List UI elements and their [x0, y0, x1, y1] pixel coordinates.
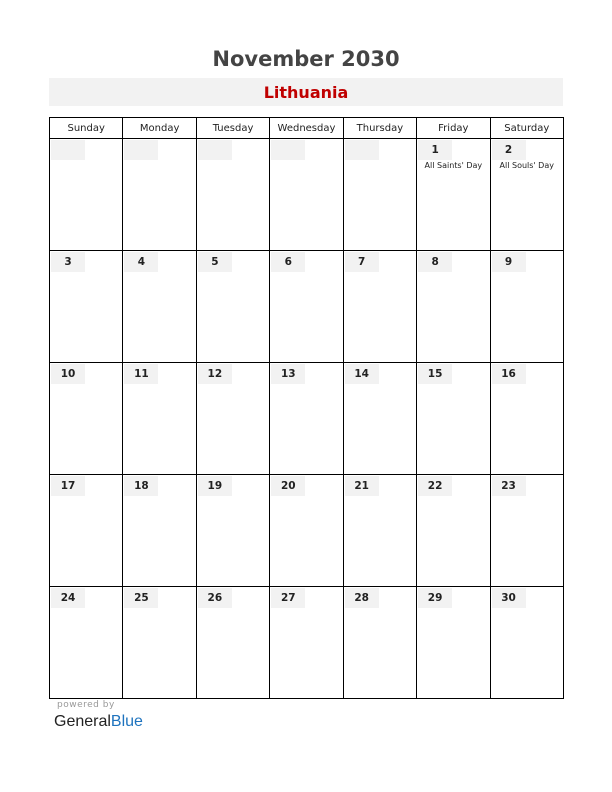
day-cell: [343, 251, 416, 363]
day-cell: [50, 587, 123, 699]
weekday-header-row: [50, 118, 564, 139]
day-cell: [343, 363, 416, 475]
day-cell: [343, 139, 416, 251]
day-cell: [417, 251, 490, 363]
day-cell: [196, 587, 269, 699]
weekday-header: Saturday: [490, 118, 563, 139]
day-cell: [490, 139, 563, 251]
day-number: [345, 140, 379, 160]
day-cell: [196, 139, 269, 251]
day-number: 18: [124, 476, 158, 496]
day-number: [51, 140, 85, 160]
country-name: Lithuania: [263, 83, 349, 102]
day-cell: [50, 139, 123, 251]
page-title: November 2030: [212, 47, 400, 71]
holiday-label: All Saints' Day: [424, 161, 483, 170]
day-number: 5: [198, 252, 232, 272]
day-cell: [417, 475, 490, 587]
week-row: [50, 251, 564, 363]
day-cell: [417, 587, 490, 699]
week-row: [50, 587, 564, 699]
weekday-header: Monday: [123, 118, 196, 139]
weekday-header: Wednesday: [270, 118, 343, 139]
day-number: 30: [492, 588, 526, 608]
day-cell: [196, 251, 269, 363]
day-cell: [417, 139, 490, 251]
day-cell: [343, 475, 416, 587]
day-cell: [50, 251, 123, 363]
brand-blue: Blue: [110, 713, 143, 730]
day-cell: [123, 587, 196, 699]
day-number: 1: [418, 140, 452, 160]
generalblue-logo: [54, 713, 143, 731]
day-cell: [196, 475, 269, 587]
day-number: 23: [492, 476, 526, 496]
day-cell: [270, 139, 343, 251]
weekday-header: Sunday: [50, 118, 123, 139]
day-number: 25: [124, 588, 158, 608]
day-cell: [50, 475, 123, 587]
day-cell: [270, 475, 343, 587]
week-row: [50, 139, 564, 251]
day-cell: [50, 363, 123, 475]
day-cell: [123, 139, 196, 251]
day-number: 21: [345, 476, 379, 496]
day-number: 13: [271, 364, 305, 384]
day-number: 26: [198, 588, 232, 608]
day-number: 2: [492, 140, 526, 160]
calendar-grid: [49, 117, 564, 699]
day-cell: [490, 363, 563, 475]
country-band: [49, 78, 563, 106]
day-number: 4: [124, 252, 158, 272]
day-cell: [417, 363, 490, 475]
day-number: 19: [198, 476, 232, 496]
day-number: [198, 140, 232, 160]
day-number: 15: [418, 364, 452, 384]
day-number: 16: [492, 364, 526, 384]
day-number: 6: [271, 252, 305, 272]
day-number: 9: [492, 252, 526, 272]
day-cell: [196, 363, 269, 475]
day-cell: [270, 363, 343, 475]
day-number: 22: [418, 476, 452, 496]
day-cell: [490, 475, 563, 587]
day-cell: [123, 251, 196, 363]
day-number: 27: [271, 588, 305, 608]
brand-general: General: [54, 713, 111, 730]
day-number: 28: [345, 588, 379, 608]
day-number: 14: [345, 364, 379, 384]
day-cell: [123, 475, 196, 587]
day-cell: [270, 251, 343, 363]
day-number: 24: [51, 588, 85, 608]
day-cell: [123, 363, 196, 475]
day-number: 12: [198, 364, 232, 384]
day-number: 11: [124, 364, 158, 384]
day-cell: [343, 587, 416, 699]
week-row: [50, 363, 564, 475]
day-number: 17: [51, 476, 85, 496]
powered-by-label: powered by: [57, 700, 115, 710]
day-cell: [490, 587, 563, 699]
day-number: 29: [418, 588, 452, 608]
day-number: 3: [51, 252, 85, 272]
holiday-label: All Souls' Day: [499, 161, 554, 170]
day-number: 8: [418, 252, 452, 272]
day-cell: [270, 587, 343, 699]
week-row: [50, 475, 564, 587]
day-number: [271, 140, 305, 160]
weekday-header: Tuesday: [196, 118, 269, 139]
day-number: [124, 140, 158, 160]
weekday-header: Thursday: [343, 118, 416, 139]
day-cell: [490, 251, 563, 363]
day-number: 7: [345, 252, 379, 272]
weekday-header: Friday: [417, 118, 490, 139]
day-number: 20: [271, 476, 305, 496]
day-number: 10: [51, 364, 85, 384]
